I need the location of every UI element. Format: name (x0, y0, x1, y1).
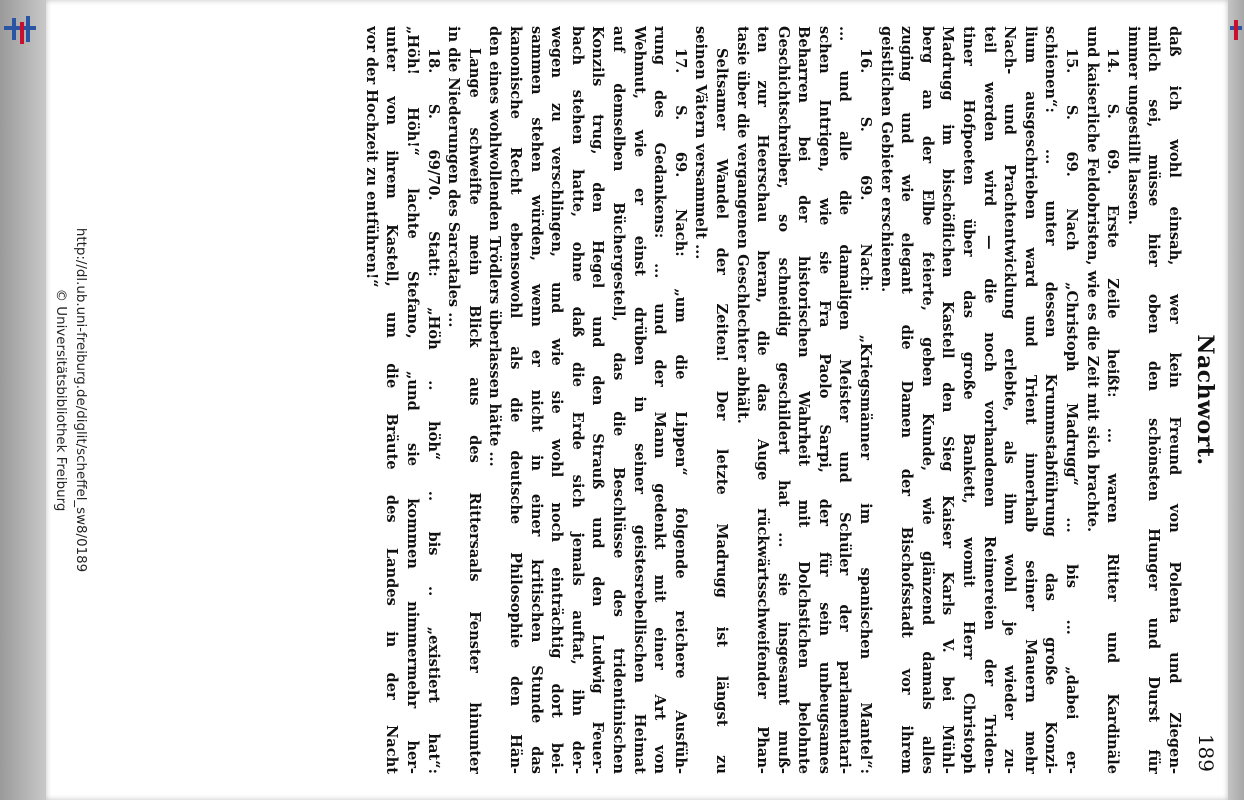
text-line: Nach- und Prachtentwicklung erlebte, als ihm wohl je wieder zu- (1001, 26, 1019, 774)
text-line: 17. S. 69. Nach: „um die Lippen“ folgende reichere Ausfüh- (671, 48, 689, 774)
text-line: teil werden wird — die noch vorhandenen Reimereien der Triden- (980, 26, 998, 774)
text-line: schen Intrigen, wie sie Fra Paolo Sarpi, der für sein unbeugsames (815, 26, 833, 774)
text-line: kanonische Recht ebensowohl als die deutsche Philosophie den Hän- (507, 26, 524, 774)
copyright-notice: © Universitätsbibliothek Freiburg (53, 288, 68, 512)
viewer-right-margin (1228, 0, 1244, 800)
text-line: wegen zu verschlingen, und wie sie wohl noch einträchtig dort bei- (548, 26, 566, 774)
text-line: und kaiserliche Feldobristen, wie es die Zeit mit sich brachte. (1083, 26, 1101, 533)
text-line: Seltsamer Wandel der Zeiten! Der letzte Madrugg ist längst zu (712, 48, 730, 774)
text-line: tiner Hofpoeten über das große Bankett, womit Herr Christoph (960, 26, 978, 774)
text-line: 15. S. 69. Nach „Christoph Madrugg“ ... bis ... „dabei er- (1063, 48, 1081, 774)
text-line: ten zur Heerschau heran, die das Auge rückwärtsschweifender Phan- (754, 26, 772, 774)
text-line: auf demselben Büchergestell, das die Beschlüsse des tridentinischen (609, 26, 627, 774)
text-line: milch sei, müsse hier oben den schönsten Hunger und Durst für (1145, 26, 1163, 774)
text-line: Beharren bei der historischen Wahrheit mit Dolchstichen belohnte (795, 26, 813, 774)
text-line: Geschichtschreiber, so schneidig geschildert hat ... sie insgesamt muß- (774, 26, 792, 774)
text-line: Madrugg im bischöflichen Kastell den Sieg Kaiser Karls V. bei Mühl- (939, 26, 957, 774)
text-line: bach stehen hatte, ohne daß die Erde sich jemals auftat, ihn der- (568, 26, 586, 774)
text-line: schienen“: ... unter dessen Krummstabführung das große Konzi- (1042, 26, 1060, 774)
viewer-left-margin (0, 0, 46, 800)
text-line: ... und alle die damaligen Meister und Schüler der parlamentari- (836, 26, 854, 774)
text-line: daß ich wohl einsah, wer kein Freund von Polenta und Ziegen- (1166, 26, 1183, 774)
text-line: Wehmut, wie er einst drüben in seiner geistesrebellischen Heimat (630, 26, 648, 774)
library-logo-partial-icon (1230, 14, 1242, 54)
text-line: rung des Gedankens: ... und der Mann gedenkt mit einer Art von (651, 26, 669, 774)
text-line: Lange schweifte mein Blick aus des Rittersaals Fenster hinunter (465, 48, 483, 774)
text-line: 14. S. 69. Erste Zeile heißt: ... waren Ritter und Kardinäle (1104, 48, 1122, 774)
text-line: lium ausgeschrieben ward und Trient innerhalb seiner Mauern mehr (1021, 26, 1039, 774)
text-line: geistlichen Gebieter erschienen. (877, 26, 895, 293)
page-number: 189 (1194, 733, 1218, 772)
body-text (360, 26, 1184, 774)
text-line: tasie über die vergangenen Geschlechter abhält. (733, 26, 751, 424)
source-url[interactable]: http://dl.ub.uni-freiburg.de/diglit/scheffel_sw8/0189 (73, 227, 88, 573)
text-line: berg an der Elbe feierte, geben Kunde, wie glänzend damals alles (918, 26, 936, 774)
text-line: unter von ihrem Kastell, um die Bräute des Landes in der Nacht (383, 26, 401, 774)
text-line: zuging und wie elegant die Damen der Bischofsstadt vor ihrem (898, 26, 916, 774)
text-line: in die Niederungen des Sarcatales ... (445, 26, 463, 328)
text-line: 18. S. 69/70. Statt: „Höh .. höh“ .. bis .. „existiert hat“: (424, 48, 442, 774)
scanned-book-page (46, 0, 1228, 800)
text-line: vor der Hochzeit zu entführen!“ (362, 26, 380, 288)
running-head-title: Nachwort. (1192, 334, 1218, 466)
text-line: immer ungestillt lassen. (1124, 26, 1142, 226)
text-line: sammen stehen würden, wenn er nicht in einer kritischen Stunde das (527, 26, 545, 774)
text-line: Konzils trug, den Hegel und den Strauß und den Ludwig Feuer- (589, 26, 607, 774)
text-line: „Höh! Höh!“ lachte Stefano, „und sie kommen nimmermehr her- (404, 26, 422, 774)
library-logo-icon (4, 14, 36, 54)
running-head (1192, 0, 1218, 800)
text-line: 16. S. 69. Nach: „Kriegsmänner im spanischen Mantel“: (857, 48, 875, 774)
text-line: seinen Vätern versammelt ... (692, 26, 710, 260)
rotated-page-content (46, 0, 1228, 800)
text-line: den eines wohlwollenden Trödlers überlassen hätte ... (486, 26, 504, 467)
